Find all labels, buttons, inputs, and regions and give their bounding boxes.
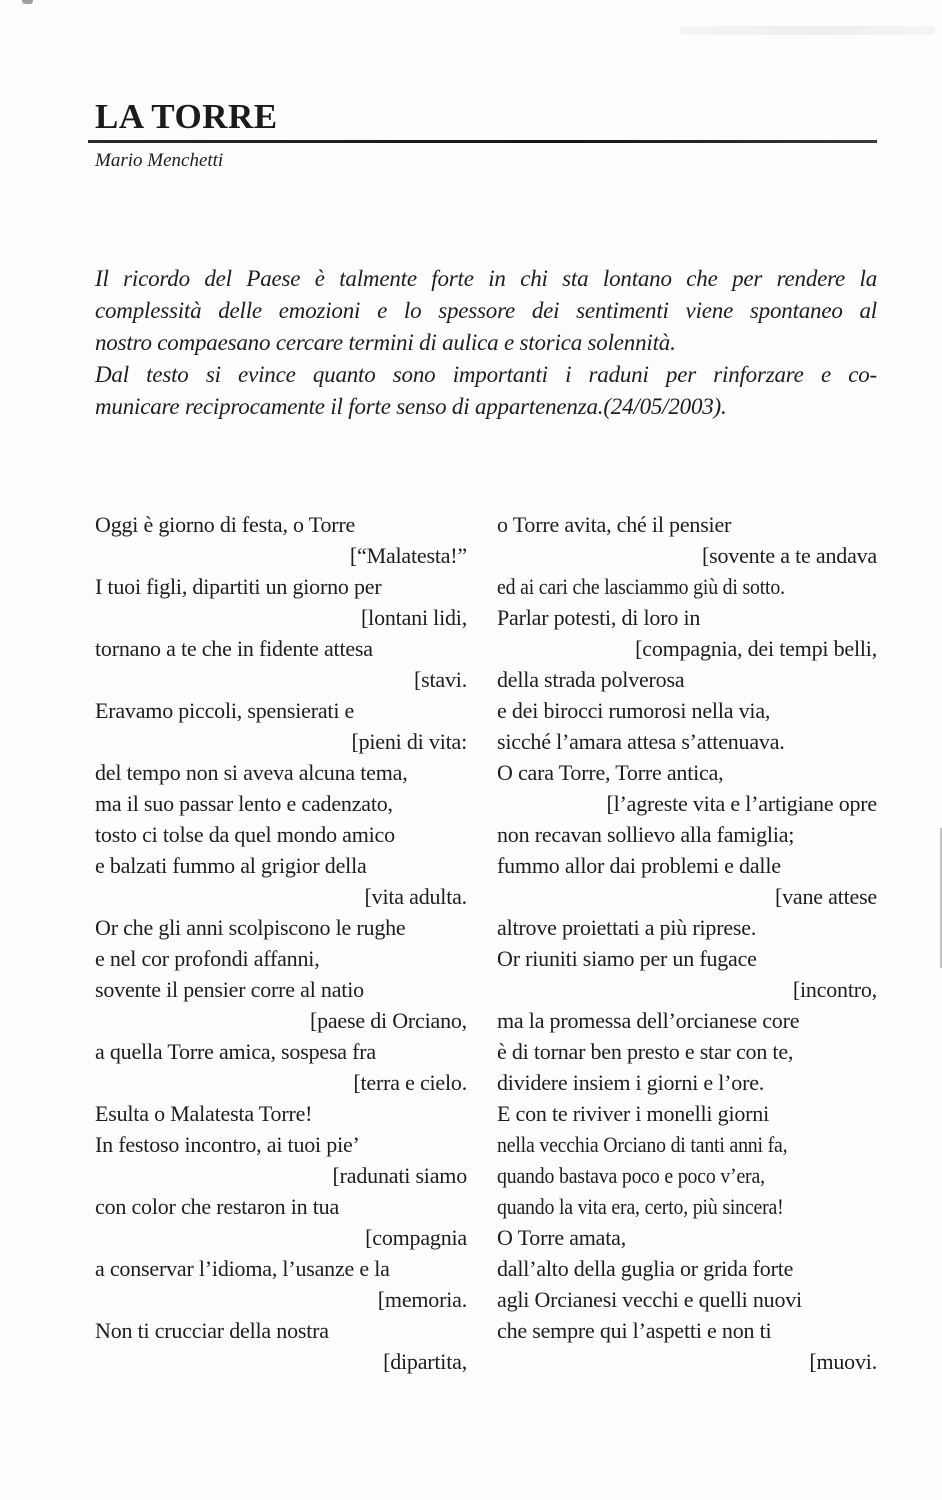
- poem-line: [compagnia: [365, 1225, 467, 1250]
- intro-line: complessità delle emozioni e lo spessore dei sentimenti viene spontaneo al: [95, 298, 877, 323]
- poem-line: [lontani lidi,: [361, 605, 467, 630]
- intro-line: nostro compaesano cercare termini di aulica e storica solennità.: [95, 330, 676, 355]
- poem-line: [compagnia, dei tempi belli,: [635, 636, 877, 661]
- poem-line: [terra e cielo.: [353, 1070, 467, 1095]
- poem-line: agli Orcianesi vecchi e quelli nuovi: [497, 1287, 802, 1312]
- poem-line: a conservar l’idioma, l’usanze e la: [95, 1256, 390, 1281]
- poem-line: e nel cor profondi affanni,: [95, 946, 320, 971]
- poem-line: sicché l’amara attesa s’attenuava.: [497, 729, 785, 754]
- poem-line: è di tornar ben presto e star con te,: [497, 1039, 794, 1064]
- poem-line: O Torre amata,: [497, 1225, 627, 1250]
- poem-line: [radunati siamo: [332, 1163, 467, 1188]
- poem-line: tornano a te che in fidente attesa: [95, 636, 373, 661]
- poem-line: nella vecchia Orciano di tanti anni fa,: [497, 1132, 788, 1157]
- poem-line: e dei birocci rumorosi nella via,: [497, 698, 771, 723]
- poem-line: tosto ci tolse da quel mondo amico: [95, 822, 395, 847]
- poem-line: Parlar potesti, di loro in: [497, 605, 701, 630]
- poem-column-left: [95, 509, 467, 1377]
- poem-line: In festoso incontro, ai tuoi pie’: [95, 1132, 360, 1157]
- poem-line: o Torre avita, ché il pensier: [497, 512, 732, 537]
- poem-line: che sempre qui l’aspetti e non ti: [497, 1318, 772, 1343]
- poem-line: [paese di Orciano,: [309, 1008, 467, 1033]
- poem-line: fummo allor dai problemi e dalle: [497, 853, 781, 878]
- poem-line: Eravamo piccoli, spensierati e: [95, 698, 355, 723]
- poem-line: [incontro,: [792, 977, 877, 1002]
- poem-line: Oggi è giorno di festa, o Torre: [95, 512, 356, 537]
- intro-paragraph: [95, 263, 877, 423]
- poem-line: sovente il pensier corre al natio: [95, 977, 364, 1002]
- intro-line: municare reciprocamente il forte senso di appartenenza.(24/05/2003).: [95, 394, 727, 419]
- poem-line: non recavan sollievo alla famiglia;: [497, 822, 795, 847]
- poem-line: Or che gli anni scolpiscono le rughe: [95, 915, 406, 940]
- poem-line: [dipartita,: [383, 1349, 467, 1374]
- poem-line: altrove proiettati a più riprese.: [497, 915, 757, 940]
- poem-line: del tempo non si aveva alcuna tema,: [95, 760, 408, 785]
- title-rule: [88, 140, 877, 143]
- poem-line: [pieni di vita:: [351, 729, 467, 754]
- poem-line: I tuoi figli, dipartiti un giorno per: [95, 574, 382, 599]
- poem-line: Esulta o Malatesta Torre!: [95, 1101, 313, 1126]
- poem-line: [l’agreste vita e l’artigiane opre: [606, 791, 877, 816]
- poem-line: dall’alto della guglia or grida forte: [497, 1256, 794, 1281]
- poem-column-right: [497, 509, 877, 1377]
- poem-line: O cara Torre, Torre antica,: [497, 760, 724, 785]
- poem-line: dividere insiem i giorni e l’ore.: [497, 1070, 765, 1095]
- poem-line: ed ai cari che lasciammo giù di sotto.: [497, 574, 785, 599]
- poem-line: a quella Torre amica, sospesa fra: [95, 1039, 376, 1064]
- scan-artifact-top-left: [22, 0, 33, 4]
- poem-line: [vane attese: [774, 884, 877, 909]
- poem-line: della strada polverosa: [497, 667, 685, 692]
- poem-line: [“Malatesta!”: [349, 543, 467, 568]
- poem-line: E con te riviver i monelli giorni: [497, 1101, 769, 1126]
- scan-artifact-top-right-smudge: [680, 26, 935, 35]
- page-title: LA TORRE: [95, 97, 278, 136]
- poem-line: con color che restaron in tua: [95, 1194, 340, 1219]
- poem-line: Non ti crucciar della nostra: [95, 1318, 329, 1343]
- poem-line: ma la promessa dell’orcianese core: [497, 1008, 800, 1033]
- poem-line: e balzati fummo al grigior della: [95, 853, 367, 878]
- poem-line: quando bastava poco e poco v’era,: [497, 1163, 765, 1188]
- intro-line: Il ricordo del Paese è talmente forte in chi sta lontano che per rendere la: [95, 266, 877, 291]
- poem-line: [sovente a te andava: [702, 543, 877, 568]
- poem-line: [muovi.: [809, 1349, 877, 1374]
- author-name: Mario Menchetti: [95, 150, 224, 171]
- poem-line: [stavi.: [414, 667, 467, 692]
- poem-line: [vita adulta.: [364, 884, 467, 909]
- poem-line: quando la vita era, certo, più sincera!: [497, 1194, 784, 1219]
- poem-line: Or riuniti siamo per un fugace: [497, 946, 757, 971]
- poem-line: ma il suo passar lento e cadenzato,: [95, 791, 393, 816]
- poem-line: [memoria.: [377, 1287, 467, 1312]
- intro-line: Dal testo si evince quanto sono importanti i raduni per rinforzare e co-: [95, 362, 877, 387]
